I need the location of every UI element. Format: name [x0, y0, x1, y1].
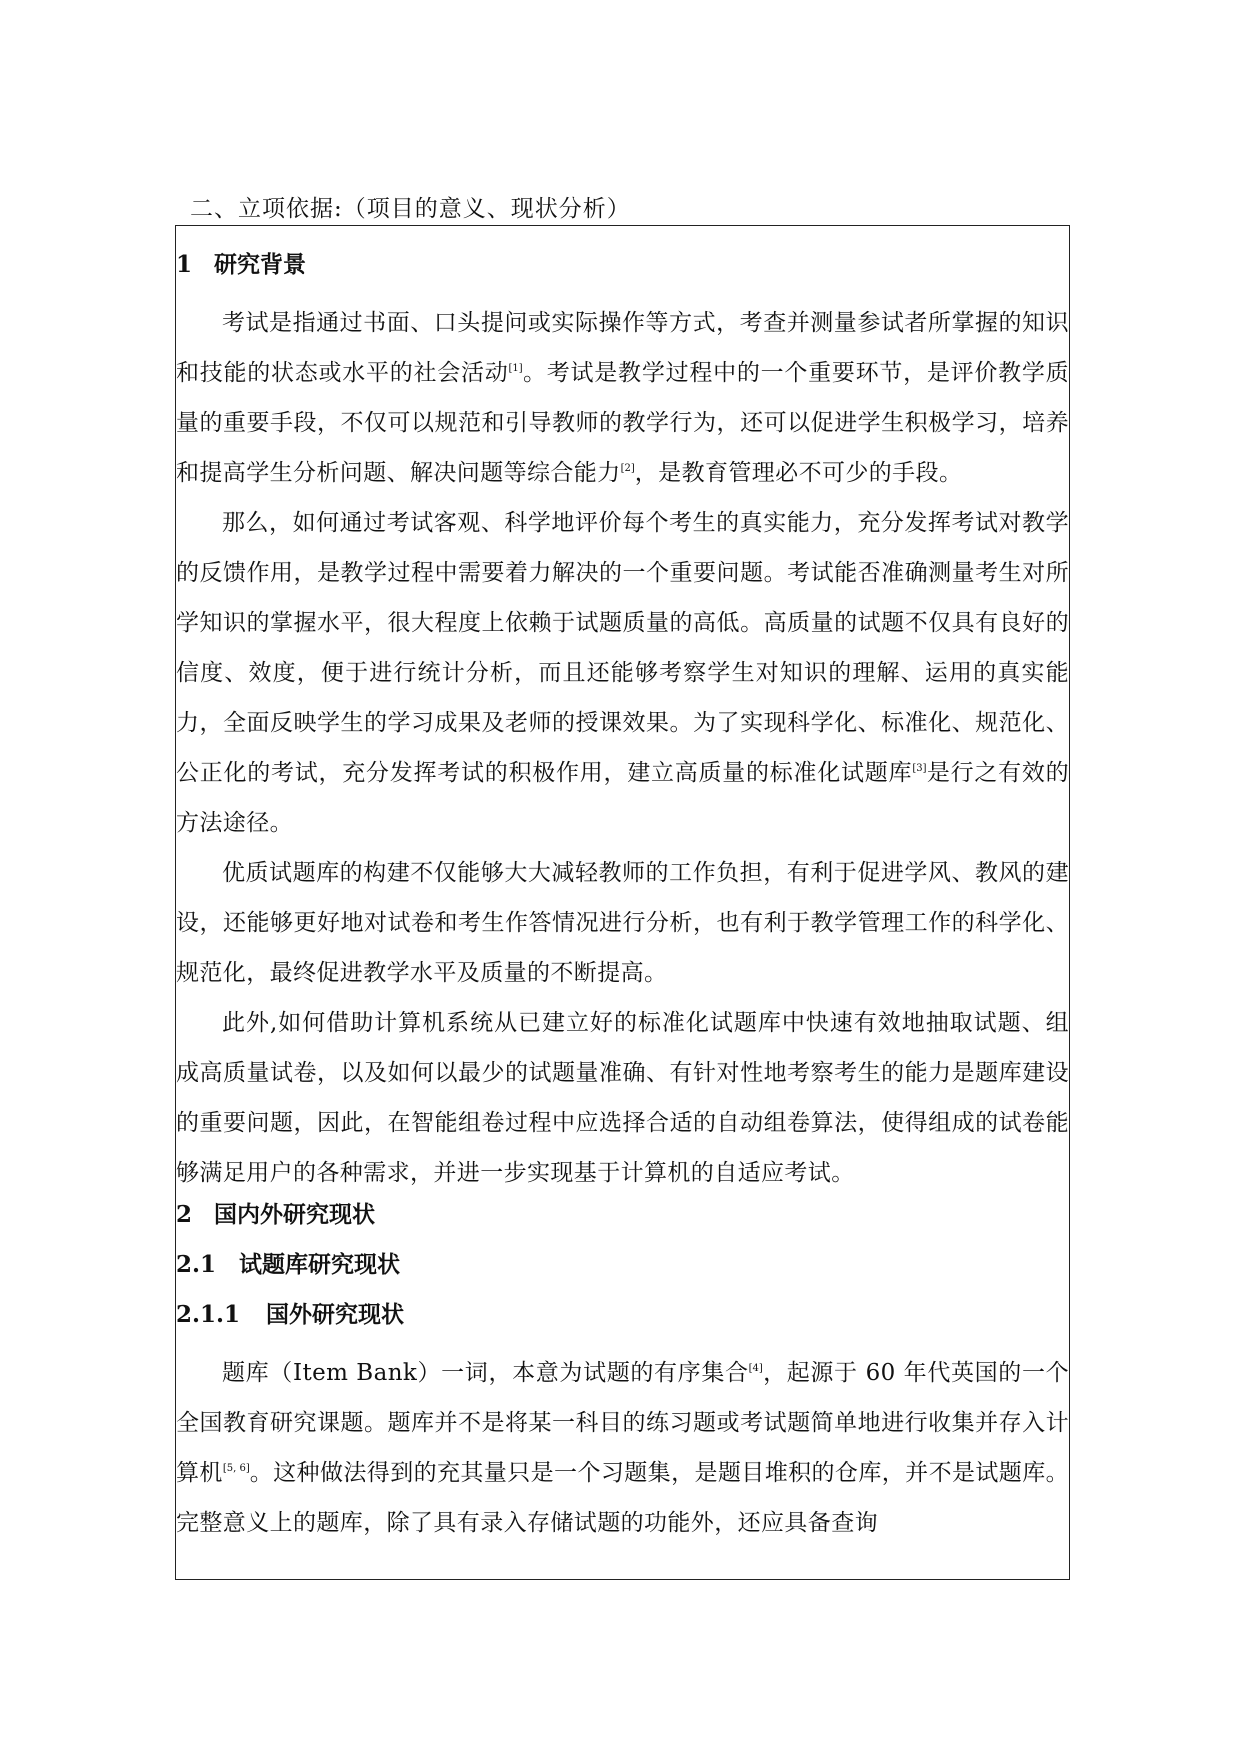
heading-number: 1	[176, 251, 193, 278]
citation: [4]	[748, 1363, 763, 1374]
heading-text: 国内外研究现状	[214, 1201, 375, 1228]
heading-text: 国外研究现状	[266, 1301, 404, 1328]
paragraph-text: ，起源于 60 年代英国的一个全国教育研究课题。题库并不是将某一科目的练习题或考试题简单地进行收集并存入计算机	[176, 1360, 1069, 1486]
paragraph-text: ，是教育管理必不可少的手段。	[634, 460, 963, 486]
paragraph-3: 优质试题库的构建不仅能够大大减轻教师的工作负担，有利于促进学风、教风的建设，还能够更好地对试卷和考生作答情况进行分析，也有利于教学管理工作的科学化、规范化，最终促进教学水平及质量的不断提高。	[176, 860, 1069, 986]
content-box	[175, 225, 1070, 1580]
citation: [5, 6]	[222, 1463, 250, 1474]
heading-text: 研究背景	[214, 251, 306, 278]
heading-text: 试题库研究现状	[239, 1251, 400, 1278]
paragraph-text: 。这种做法得到的充其量只是一个习题集，是题目堆积的仓库，并不是试题库。完整意义上的题库，除了具有录入存储试题的功能外，还应具备查询	[176, 1460, 1070, 1536]
paragraph-5	[176, 1348, 1069, 1548]
heading-number: 2.1.1	[176, 1301, 241, 1328]
section-title: 二、立项依据:（项目的意义、现状分析）	[190, 196, 631, 222]
heading-foreign-status	[176, 1298, 1069, 1348]
paragraph-text: 是行之有效的方法途径。	[176, 760, 1069, 836]
paragraph-text: 题库（Item Bank）一词，本意为试题的有序集合	[222, 1360, 749, 1386]
paragraph-text: 考试是指通过书面、口头提问或实际操作等方式，考查并测量参试者所掌握的知识和技能的状态或水平的社会活动	[176, 310, 1069, 386]
paragraph-2	[176, 498, 1069, 848]
citation: [3]	[912, 763, 927, 774]
citation: [1]	[508, 363, 523, 374]
paragraph-text: 。考试是教学过程中的一个重要环节，是评价教学质量的重要手段，不仅可以规范和引导教师的教学行为，还可以促进学生积极学习，培养和提高学生分析问题、解决问题等综合能力	[176, 360, 1069, 486]
heading-research-background	[176, 248, 1069, 298]
paragraph-1	[176, 298, 1069, 498]
heading-item-bank-status	[176, 1248, 1069, 1298]
paragraph-4: 此外,如何借助计算机系统从已建立好的标准化试题库中快速有效地抽取试题、组成高质量试卷，以及如何以最少的试题量准确、有针对性地考察考生的能力是题库建设的重要问题，因此，在智能组卷过程中应选择合适的自动组卷算法，使得组成的试卷能够满足用户的各种需求，并进一步实现基于计算机的自适应考试。	[176, 1010, 1069, 1186]
citation: [2]	[620, 463, 635, 474]
heading-domestic-foreign-status	[176, 1198, 1069, 1248]
document-body	[176, 248, 1069, 1548]
heading-number: 2	[176, 1201, 193, 1228]
paragraph-text: 那么，如何通过考试客观、科学地评价每个考生的真实能力，充分发挥考试对教学的反馈作用，是教学过程中需要着力解决的一个重要问题。考试能否准确测量考生对所学知识的掌握水平，很大程度上依赖于试题质量的高低。高质量的试题不仅具有良好的信度、效度，便于进行统计分析，而且还能够考察学生对知识的理解、运用的真实能力，全面反映学生的学习成果及老师的授课效果。为了实现科学化、标准化、规范化、公正化的考试，充分发挥考试的积极作用，建立高质量的标准化试题库	[176, 510, 1069, 786]
heading-number: 2.1	[176, 1251, 217, 1278]
